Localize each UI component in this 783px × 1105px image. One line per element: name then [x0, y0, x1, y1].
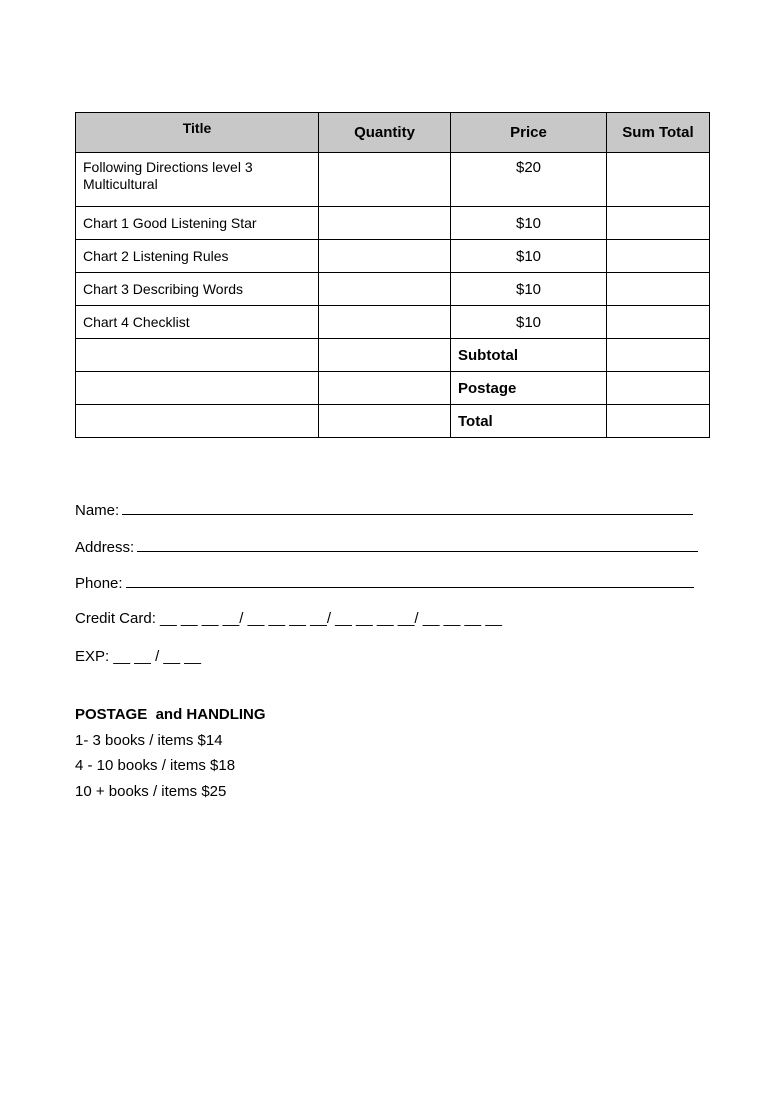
total-label: Total — [451, 405, 607, 438]
quantity-cell[interactable] — [319, 240, 451, 273]
total-row — [76, 405, 710, 438]
address-label: Address: — [75, 539, 135, 556]
empty-cell — [76, 372, 319, 405]
subtotal-row — [76, 339, 710, 372]
item-price: $10 — [451, 207, 607, 240]
postage-row — [76, 372, 710, 405]
quantity-cell[interactable] — [319, 306, 451, 339]
sum-total-cell[interactable] — [607, 273, 710, 306]
empty-cell — [76, 339, 319, 372]
postage-heading: POSTAGE and HANDLING — [75, 706, 266, 723]
sum-total-cell[interactable] — [607, 306, 710, 339]
table-row — [76, 306, 710, 339]
item-title: Chart 3 Describing Words — [76, 273, 319, 306]
item-price: $20 — [451, 153, 607, 207]
phone-label: Phone: — [75, 575, 123, 592]
sum-total-cell[interactable] — [607, 153, 710, 207]
credit-card-blanks[interactable]: __ __ __ __/ __ __ __ __/ __ __ __ __/ __ __ __ __ — [160, 610, 502, 627]
table-header-row — [76, 113, 710, 153]
name-blank[interactable] — [122, 500, 693, 515]
item-title: Chart 4 Checklist — [76, 306, 319, 339]
sum-total-cell[interactable] — [607, 207, 710, 240]
address-field — [75, 537, 698, 556]
credit-card-label: Credit Card: — [75, 610, 156, 627]
item-title-line1: Following Directions level 3 — [83, 159, 253, 175]
address-blank[interactable] — [137, 537, 698, 552]
empty-cell — [319, 405, 451, 438]
quantity-cell[interactable] — [319, 273, 451, 306]
exp-label: EXP: — [75, 648, 110, 665]
header-sum-total: Sum Total — [607, 113, 710, 153]
sum-total-cell[interactable] — [607, 240, 710, 273]
credit-card-field — [75, 610, 502, 627]
item-title — [76, 153, 319, 207]
header-title: Title — [76, 113, 319, 153]
postage-value-cell[interactable] — [607, 372, 710, 405]
subtotal-label: Subtotal — [451, 339, 607, 372]
item-price: $10 — [451, 306, 607, 339]
header-quantity: Quantity — [319, 113, 451, 153]
quantity-cell[interactable] — [319, 207, 451, 240]
name-label: Name: — [75, 502, 120, 519]
quantity-cell[interactable] — [319, 153, 451, 207]
exp-blanks[interactable]: __ __ / __ __ — [113, 648, 201, 665]
item-price: $10 — [451, 240, 607, 273]
item-title: Chart 2 Listening Rules — [76, 240, 319, 273]
item-title: Chart 1 Good Listening Star — [76, 207, 319, 240]
exp-field — [75, 648, 201, 665]
empty-cell — [319, 372, 451, 405]
phone-field — [75, 573, 694, 592]
table-row — [76, 153, 710, 207]
table-row — [76, 240, 710, 273]
item-price: $10 — [451, 273, 607, 306]
postage-rate-line: 10 + books / items $25 — [75, 782, 227, 800]
phone-blank[interactable] — [126, 573, 694, 588]
postage-label: Postage — [451, 372, 607, 405]
item-title-line2: Multicultural — [83, 176, 158, 192]
order-table — [75, 112, 710, 438]
table-row — [76, 207, 710, 240]
table-row — [76, 273, 710, 306]
header-price: Price — [451, 113, 607, 153]
total-value-cell[interactable] — [607, 405, 710, 438]
empty-cell — [319, 339, 451, 372]
subtotal-value-cell[interactable] — [607, 339, 710, 372]
empty-cell — [76, 405, 319, 438]
postage-handling-section — [75, 702, 266, 804]
postage-rate-line: 1- 3 books / items $14 — [75, 731, 223, 749]
postage-rate-line: 4 - 10 books / items $18 — [75, 757, 236, 774]
name-field — [75, 500, 693, 519]
